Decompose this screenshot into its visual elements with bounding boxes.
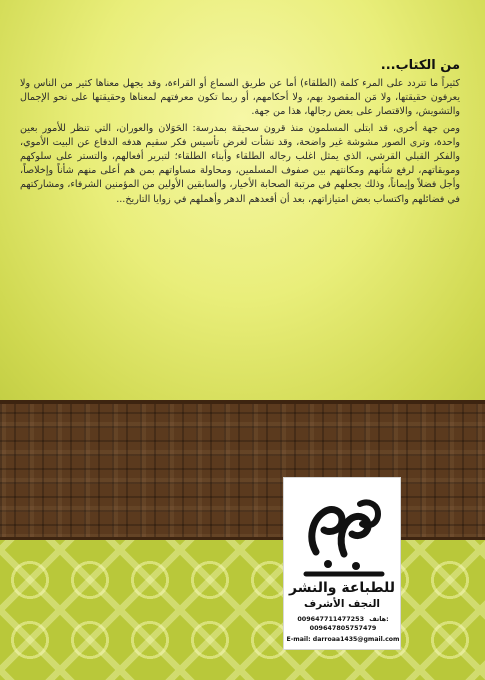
phone-number-2: 009647805757479 bbox=[309, 624, 377, 632]
excerpt-heading: من الكتاب... bbox=[380, 58, 460, 73]
brown-pattern-band bbox=[0, 400, 485, 540]
phone-line-1 bbox=[288, 615, 398, 624]
phone-label: هاتف: bbox=[369, 615, 389, 623]
publisher-logo-icon bbox=[298, 490, 388, 580]
publisher-phones bbox=[288, 615, 398, 633]
publisher-name: للطباعة والنشر bbox=[289, 580, 395, 596]
phone-number-1: 009647711477253 bbox=[297, 615, 365, 623]
green-ornament-band bbox=[0, 540, 485, 680]
excerpt-paragraph-1: كثيراً ما تتردد على المرء كلمة (الطلقاء) أما عن طريق السماع أو القراءة، وقد يجهل معناها كثير من الناس ولا يعرفون حقيقتها، ولا مَن المقصود بهم، ولا أحكامهم، أو ربما تكون معرفتهم لمعناها وحقيقتها على نحو الإجمال والتشويش، والاقتصار على بعض رجالها، هذا من جهة. bbox=[20, 78, 460, 118]
publisher-city: النجف الأشرف bbox=[303, 598, 381, 610]
publisher-email: E-mail: darroaa1435@gmail.com bbox=[286, 636, 400, 643]
publisher-card bbox=[283, 477, 401, 650]
excerpt-text bbox=[20, 58, 460, 209]
excerpt-paragraph-2: ومن جهة أخرى، قد ابتلى المسلمون منذ قرون سحيقة بمدرسة: الحَوَلان والعوران، التي تنظر للأمور بعين واحدة، وترى الصور مشوشة غير واضحة، وقد نشأت لغرض تأسيس فكر سقيم هدفه الدفاع عن البيت الأموي، والفكر القبلي القرشي، الذي يمثل اغلب رجاله الطلقاء وأبناء الطلقاء؛ لتبرير أفعالهم، والتستر على سلوكهم وموبقاتهم، لرفع شأنهم ومكانتهم بين صفوف المسلمين، ومحاولة مساواتهم بمن هم أعلى منهم شأناً وإخلاصاً، وأجل فضلاً وإيماناً، وذلك بجعلهم في مرتبة الصحابة الأخيار، والسابقين الأولين من المؤمنين الشرفاء، ومشاركتهم في فضائلهم واكتساب بعض امتيازاتهم، بعد أن أقعدهم الدهر وأهملهم في زوايا التاريخ... bbox=[20, 122, 460, 205]
phone-line-2 bbox=[288, 624, 398, 633]
